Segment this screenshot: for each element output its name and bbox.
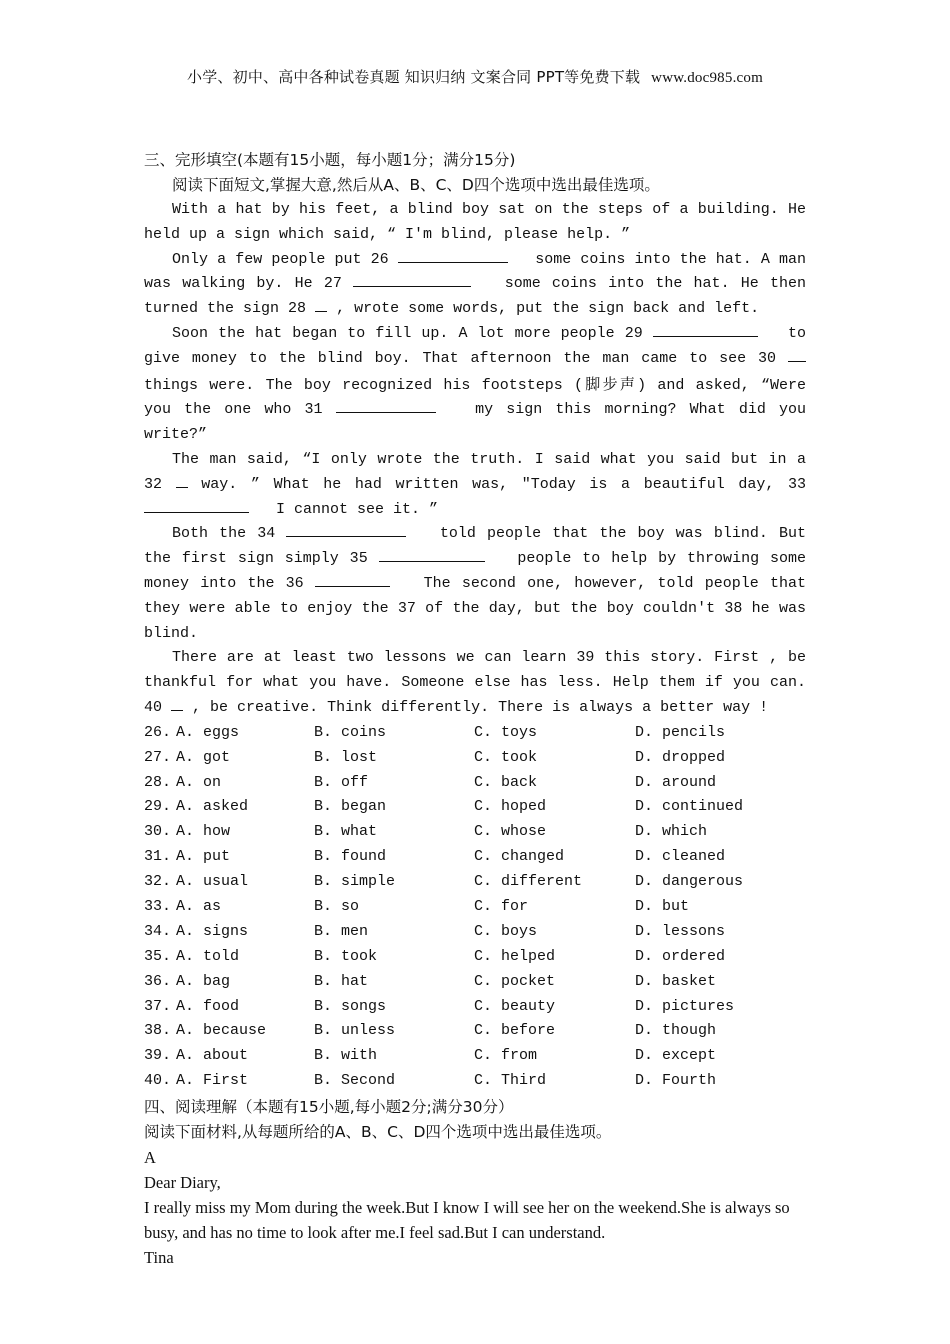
- paragraph-text: ) and asked, “Were you the one who 31: [144, 376, 806, 419]
- passage-paragraph-5: [144, 522, 806, 646]
- paragraph-text: told people that the boy was blind. But the first sign simply 35: [144, 525, 806, 568]
- paragraph-text: to give money to the blind boy. That afternoon the man came to see 30: [144, 324, 806, 367]
- option-a[interactable]: A. bag: [176, 972, 231, 990]
- paragraph-text: things were. The boy recognized his footsteps (: [144, 376, 584, 394]
- paragraph-text: some coins into the hat. A man was walking by. He 27: [144, 250, 806, 293]
- paragraph-text: way. ” What he had written was, ″Today is a beautiful day, 33: [201, 475, 806, 493]
- option-b[interactable]: B. unless: [314, 1022, 396, 1040]
- option-c[interactable]: C. pocket: [474, 972, 556, 990]
- passage-paragraph-1: [144, 198, 806, 248]
- option-c[interactable]: C. from: [474, 1047, 538, 1065]
- paragraph-text: There are at least two lessons we can learn 39 this story. First , be thankful for what you have. Someone else has less. Help them if you can. 40: [144, 649, 806, 716]
- option-d[interactable]: D. continued: [635, 798, 744, 816]
- option-row: [144, 845, 806, 870]
- paragraph-text: , wrote some words, put the sign back and left.: [336, 300, 760, 318]
- option-a[interactable]: A. told: [176, 947, 240, 965]
- option-d[interactable]: D. but: [635, 898, 690, 916]
- option-c[interactable]: C. Third: [474, 1072, 547, 1090]
- option-a[interactable]: A. because: [176, 1022, 267, 1040]
- blank-40[interactable]: [171, 696, 183, 711]
- paragraph-text: Only a few people put 26: [172, 250, 389, 268]
- option-c[interactable]: C. before: [474, 1022, 556, 1040]
- option-row: [144, 895, 806, 920]
- paragraph-text: I cannot see it. ”: [276, 500, 439, 518]
- section3-instruction: 阅读下面短文,掌握大意,然后从A、B、C、D四个选项中选出最佳选项。: [172, 176, 660, 194]
- option-a[interactable]: A. how: [176, 823, 231, 841]
- blank-34[interactable]: [286, 522, 406, 537]
- option-row: [144, 721, 806, 746]
- question-number: 31.: [144, 848, 172, 866]
- blank-28[interactable]: [315, 297, 327, 312]
- paragraph-text: my sign this morning? What did you write?”: [144, 401, 806, 444]
- page-header: [0, 66, 950, 87]
- option-d[interactable]: D. dropped: [635, 748, 726, 766]
- blank-35[interactable]: [379, 547, 485, 562]
- option-c[interactable]: C. changed: [474, 848, 565, 866]
- question-number: 36.: [144, 972, 172, 990]
- question-number: 38.: [144, 1022, 172, 1040]
- option-row: [144, 795, 806, 820]
- paragraph-text: some coins into the hat. He then turned the sign 28: [144, 275, 806, 318]
- option-b[interactable]: B. lost: [314, 748, 378, 766]
- question-number: 27.: [144, 748, 172, 766]
- option-row: [144, 1069, 806, 1094]
- option-row: [144, 970, 806, 995]
- passage-paragraph-2: [144, 248, 806, 322]
- option-row: [144, 771, 806, 796]
- option-b[interactable]: B. off: [314, 773, 369, 791]
- option-d[interactable]: D. though: [635, 1022, 717, 1040]
- question-number: 37.: [144, 997, 172, 1015]
- passage-label: A: [144, 1148, 156, 1168]
- option-b[interactable]: B. simple: [314, 873, 396, 891]
- paragraph-text: people to help by throwing some money into the 36: [144, 550, 806, 592]
- option-row: [144, 1044, 806, 1069]
- blank-36[interactable]: [315, 572, 390, 587]
- option-a[interactable]: A. food: [176, 997, 240, 1015]
- option-a[interactable]: A. got: [176, 748, 231, 766]
- option-c[interactable]: C. took: [474, 748, 538, 766]
- option-d[interactable]: D. ordered: [635, 947, 726, 965]
- option-a[interactable]: A. on: [176, 773, 222, 791]
- question-number: 40.: [144, 1072, 172, 1090]
- option-c[interactable]: C. whose: [474, 823, 547, 841]
- option-d[interactable]: D. dangerous: [635, 873, 744, 891]
- option-b[interactable]: B. what: [314, 823, 378, 841]
- question-number: 33.: [144, 898, 172, 916]
- option-b[interactable]: B. so: [314, 898, 360, 916]
- question-number: 26.: [144, 723, 172, 741]
- paragraph-text: Both the 34: [172, 525, 276, 543]
- option-b[interactable]: B. hat: [314, 972, 369, 990]
- option-d[interactable]: D. except: [635, 1047, 717, 1065]
- question-number: 30.: [144, 823, 172, 841]
- question-number: 29.: [144, 798, 172, 816]
- passage-paragraph-3: [144, 322, 806, 448]
- option-a[interactable]: A. as: [176, 898, 222, 916]
- option-b[interactable]: B. took: [314, 947, 378, 965]
- section3-title: 三、完形填空(本题有15小题，每小题1分；满分15分): [144, 151, 516, 169]
- option-row: [144, 995, 806, 1020]
- option-c[interactable]: C. boys: [474, 922, 538, 940]
- option-d[interactable]: D. basket: [635, 972, 717, 990]
- blank-26[interactable]: [398, 248, 508, 263]
- passage-paragraph-6: [144, 646, 806, 720]
- question-number: 28.: [144, 773, 172, 791]
- paragraph-text: Soon the hat began to fill up. A lot more people 29: [172, 324, 643, 342]
- option-d[interactable]: D. pictures: [635, 997, 735, 1015]
- option-d[interactable]: D. cleaned: [635, 848, 726, 866]
- option-b[interactable]: B. Second: [314, 1072, 396, 1090]
- blank-29[interactable]: [653, 322, 758, 337]
- blank-32[interactable]: [176, 473, 188, 488]
- blank-30[interactable]: [788, 347, 806, 362]
- paragraph-text: The second one, however, told people that they were able to enjoy the 37 of the day, but the boy couldn't 38 he was blind.: [144, 574, 806, 642]
- option-a[interactable]: A. asked: [176, 798, 249, 816]
- option-a[interactable]: A. usual: [176, 873, 249, 891]
- option-a[interactable]: A. put: [176, 848, 231, 866]
- section4-instruction: 阅读下面材料,从每题所给的A、B、C、D四个选项中选出最佳选项。: [144, 1123, 612, 1142]
- paragraph-text: With a hat by his feet, a blind boy sat on the steps of a building. He held up a sign which said, “ I'm blind, please help. ”: [144, 201, 806, 243]
- blank-31[interactable]: [336, 398, 436, 413]
- paragraph-text: , be creative. Think differently. There is always a better way !: [192, 698, 769, 716]
- option-b[interactable]: B. coins: [314, 723, 387, 741]
- paragraph-text: The man said, “I only wrote the truth. I said what you said but in a 32: [144, 450, 806, 493]
- option-row: [144, 746, 806, 771]
- blank-27[interactable]: [353, 272, 471, 287]
- option-row: [144, 920, 806, 945]
- options-list: [144, 721, 806, 1094]
- option-c[interactable]: C. helped: [474, 947, 556, 965]
- option-c[interactable]: C. hoped: [474, 798, 547, 816]
- option-c[interactable]: C. back: [474, 773, 538, 791]
- option-row: [144, 870, 806, 895]
- option-a[interactable]: A. First: [176, 1072, 249, 1090]
- question-number: 39.: [144, 1047, 172, 1065]
- document-body: [144, 148, 806, 1270]
- option-a[interactable]: A. about: [176, 1047, 249, 1065]
- option-b[interactable]: B. songs: [314, 997, 387, 1015]
- option-row: [144, 945, 806, 970]
- option-a[interactable]: A. eggs: [176, 723, 240, 741]
- option-c[interactable]: C. for: [474, 898, 529, 916]
- header-title: 小学、初中、高中各种试卷真题 知识归纳 文案合同 PPT等免费下载: [187, 68, 641, 86]
- diary-body: I really miss my Mom during the week.But I know I will see her on the weekend.She is always so busy, and has no time to look after me.I feel sad.But I can understand.: [144, 1198, 790, 1243]
- option-d[interactable]: D. pencils: [635, 723, 726, 741]
- option-row: [144, 820, 806, 845]
- option-d[interactable]: D. Fourth: [635, 1072, 717, 1090]
- question-number: 34.: [144, 922, 172, 940]
- blank-33[interactable]: [144, 498, 249, 513]
- option-c[interactable]: C. different: [474, 873, 583, 891]
- question-number: 35.: [144, 947, 172, 965]
- diary-greeting: Dear Diary,: [144, 1173, 221, 1193]
- option-b[interactable]: B. with: [314, 1047, 378, 1065]
- option-row: [144, 1019, 806, 1044]
- option-c[interactable]: C. toys: [474, 723, 538, 741]
- header-url[interactable]: www.doc985.com: [651, 70, 763, 86]
- option-d[interactable]: D. around: [635, 773, 717, 791]
- option-b[interactable]: B. found: [314, 848, 387, 866]
- option-b[interactable]: B. men: [314, 922, 369, 940]
- section4-title: 四、阅读理解（本题有15小题,每小题2分;满分30分）: [144, 1098, 514, 1117]
- diary-signature: Tina: [144, 1248, 174, 1268]
- option-d[interactable]: D. lessons: [635, 922, 726, 940]
- chinese-gloss: 脚步声: [583, 374, 638, 393]
- option-d[interactable]: D. which: [635, 823, 708, 841]
- option-a[interactable]: A. signs: [176, 922, 249, 940]
- option-c[interactable]: C. beauty: [474, 997, 556, 1015]
- passage-paragraph-4: [144, 448, 806, 522]
- option-b[interactable]: B. began: [314, 798, 387, 816]
- question-number: 32.: [144, 873, 172, 891]
